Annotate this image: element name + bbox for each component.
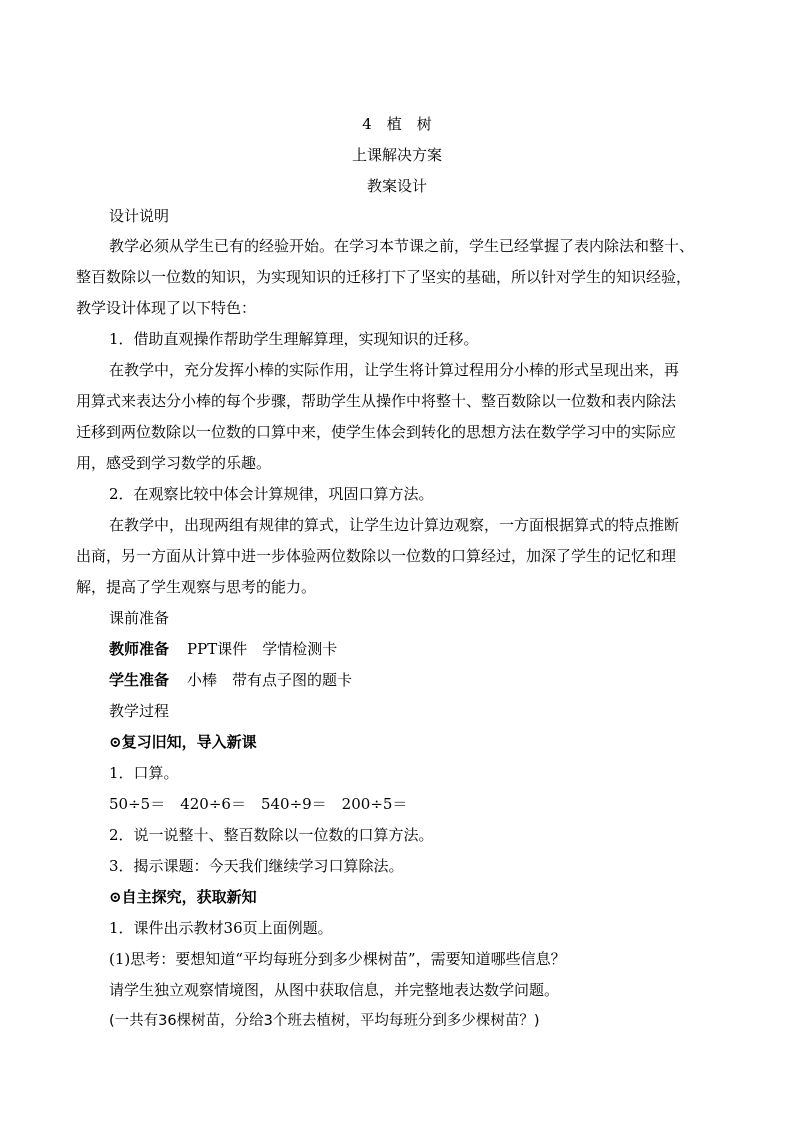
point-1-title: 1．借助直观操作帮助学生理解算理，实现知识的迁移。 — [109, 330, 479, 348]
part-1-item-1: 1．口算。 — [109, 764, 179, 782]
part-1-title: ⊙复习旧知，导入新课 — [109, 733, 257, 751]
point-2-line-3: 解，提高了学生观察与思考的能力。 — [76, 578, 317, 596]
point-2-title: 2．在观察比较中体会计算规律，巩固口算方法。 — [109, 485, 434, 503]
student-prep-label: 学生准备 — [109, 671, 170, 689]
intro-line-1: 教学必须从学生已有的经验开始。在学习本节课之前，学生已经掌握了表内除法和整十、 — [109, 237, 695, 255]
part-2-think: (1)思考：要想知道“平均每班分到多少棵树苗”，需要知道哪些信息？ — [109, 950, 566, 968]
intro-line-3: 教学设计体现了以下特色： — [76, 299, 257, 317]
preparation-heading: 课前准备 — [109, 609, 170, 627]
point-2-line-2: 出商，另一方面从计算中进一步体验两位数除以一位数的口算经过，加深了学生的记忆和理 — [76, 547, 677, 565]
teacher-prep-label: 教师准备 — [109, 640, 170, 658]
point-1-line-3: 迁移到两位数除以一位数的口算中来，使学生体会到转化的思想方法在数学学习中的实际应 — [76, 423, 677, 441]
part-2-title: ⊙自主探究，获取新知 — [109, 888, 257, 906]
student-prep-items: 小棒 带有点子图的题卡 — [187, 671, 353, 689]
process-heading: 教学过程 — [109, 702, 170, 720]
part-2-item-1: 1．课件出示教材36页上面例题。 — [109, 919, 333, 937]
point-1-line-4: 用，感受到学习数学的乐趣。 — [76, 454, 272, 472]
point-1-line-2: 用算式来表达分小棒的每个步骤，帮助学生从操作中将整十、整百数除以一位数和表内除法 — [76, 392, 677, 410]
intro-line-2: 整百数除以一位数的知识，为实现知识的迁移打下了坚实的基础，所以针对学生的知识经验， — [76, 268, 692, 286]
section-title: 教案设计 — [366, 177, 427, 195]
point-2-line-1: 在教学中，出现两组有规律的算式，让学生边计算边观察，一方面根据算式的特点推断 — [109, 516, 680, 534]
teacher-prep — [109, 639, 337, 659]
subtitle: 上课解决方案 — [351, 146, 442, 164]
teacher-prep-items: PPT课件 学情检测卡 — [187, 640, 338, 658]
part-2-observe: 请学生独立观察情境图，从图中获取信息，并完整地表达数学问题。 — [109, 981, 560, 999]
part-2-answer: (一共有36棵树苗，分给3个班去植树，平均每班分到多少棵树苗？) — [109, 1013, 540, 1029]
lesson-title: 4 植 树 — [362, 115, 432, 133]
part-1-item-3: 3．揭示课题：今天我们继续学习口算除法。 — [109, 857, 404, 875]
part-1-calculations: 50÷5＝ 420÷6＝ 540÷9＝ 200÷5＝ — [109, 795, 408, 813]
point-1-line-1: 在教学中，充分发挥小棒的实际作用，让学生将计算过程用分小棒的形式呈现出来，再 — [109, 361, 680, 379]
part-1-item-2: 2．说一说整十、整百数除以一位数的口算方法。 — [109, 826, 434, 844]
student-prep — [109, 670, 352, 690]
design-notes-heading: 设计说明 — [109, 207, 170, 225]
